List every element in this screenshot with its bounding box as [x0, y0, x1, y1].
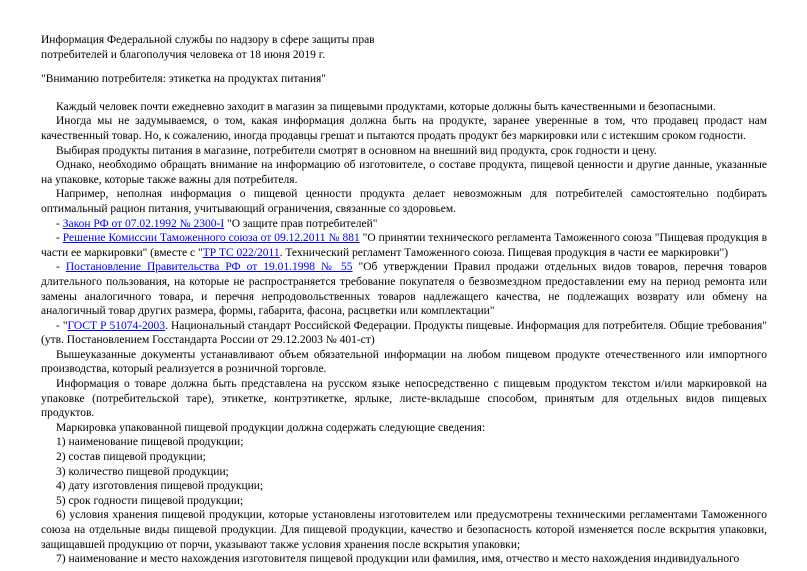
list-item: 4) дату изготовления пищевой продукции;: [56, 480, 264, 493]
header-line-1: Информация Федеральной службы по надзору в сфере защиты прав: [41, 34, 375, 46]
list-item: 1) наименование пищевой продукции;: [56, 436, 244, 449]
reference-link-law-2300[interactable]: Закон РФ от 07.02.1992 № 2300-I: [62, 217, 225, 230]
reference-dash: -: [56, 261, 66, 274]
reference-3: [41, 260, 767, 318]
reference-dash: - ": [56, 319, 68, 332]
paragraph-1: Каждый человек почти ежедневно заходит в магазин за пищевыми продуктами, которые должны быть качественными и безопасными.: [56, 100, 716, 113]
paragraph-5: Например, неполная информация о пищевой ценности продукта делает невозможным для потребителей самостоятельно подбирать оптимальный рацион питания, учитывающий ограничения, связанные со здоровьем.: [41, 188, 767, 215]
document-title: "Вниманию потребителя: этикетка на продуктах питания": [41, 73, 326, 86]
reference-4: [41, 319, 767, 348]
list-item: 3) количество пищевой продукции;: [56, 465, 229, 478]
paragraph-9: 6) условия хранения пищевой продукции, которые установлены изготовителем или предусмотрены техническими регламентами Таможенного союза на отдельные виды пищевой продукции. Для пищевой продукции, качество и безопасность которой изменяется после вскрытия упаковки, защищавшей продукцию от порчи, указывают также условия хранения после вскрытия упаковки;: [41, 509, 767, 551]
reference-link-decision-881[interactable]: Решение Комиссии Таможенного союза от 09.12.2011 № 881: [62, 232, 360, 245]
reference-dash: -: [56, 232, 63, 245]
paragraph-6: Вышеуказанные документы устанавливают объем обязательной информации на любом пищевом продукте отечественного или импортного производства, который реализуется в розничной торговле.: [41, 348, 767, 376]
header-line-2: потребителей и благополучия человека от 18 июня 2019 г.: [41, 48, 326, 61]
reference-link-tr-ts-022[interactable]: ТР ТС 022/2011: [202, 246, 280, 259]
paragraph-8: Маркировка упакованной пищевой продукции должна содержать следующие сведения:: [56, 421, 486, 434]
paragraph-10: 7) наименование и место нахождения изготовителя пищевой продукции или фамилия, имя, отчество и место нахождения индивидуального: [56, 553, 740, 566]
list-item: 5) срок годности пищевой продукции;: [56, 494, 244, 507]
reference-1: [41, 217, 767, 232]
reference-link-gost-51074[interactable]: ГОСТ Р 51074-2003: [67, 319, 166, 332]
paragraph-2: Иногда мы не задумываемся, о том, какая информация должна быть на продукте, заранее уверенные в том, что продавец продаст нам качественный товар. Но, к сожалению, иногда продавцы грешат и пытаются продать продукт без маркировки или с истекшим сроком годности.: [41, 115, 767, 142]
reference-text: "Об утверждении Правил продажи отдельных видов товаров, перечня товаров длительного пользования, на которые не распространяется требование покупателя о безвозмездном предоставлении ему на период ремонта или замены аналогичного товара, и перечня непродовольственных товаров надлежащего качества, не подлежащих возврату или обмену на аналогичный товар других размера, формы, габарита, фасона, расцветки или комплектации": [41, 261, 767, 318]
paragraph-4: Однако, необходимо обращать внимание на информацию об изготовителе, о составе продукта, пищевой ценности и другие данные, указанные на упаковке, которые также важны для потребителя.: [41, 159, 767, 186]
list-item: 2) состав пищевой продукции;: [56, 451, 206, 464]
paragraph-7: Информация о товаре должна быть представлена на русском языке непосредственно с пищевым продуктом текстом и/или маркировкой на упаковке (потребительской таре), этикетке, контрэтикетке, ярлыке, листе-вкладыше способом, принятым для отдельных видов пищевых продуктов.: [41, 378, 767, 420]
reference-text-2: . Технический регламент Таможенного союза. Пищевая продукция в части ее маркировки"): [279, 246, 729, 259]
paragraph-3: Выбирая продукты питания в магазине, потребители смотрят в основном на внешний вид продукта, срок годности и цену.: [56, 144, 657, 157]
reference-text: "О защите прав потребителей": [224, 217, 378, 230]
reference-text: "О принятии технического регламента Таможенного союза "Пищевая продукция в части ее маркировки" (вместе с ": [41, 232, 768, 259]
reference-link-resolution-55[interactable]: Постановление Правительства РФ от 19.01.1998 № 55: [65, 261, 353, 274]
reference-2: [41, 231, 767, 260]
reference-dash: -: [56, 217, 63, 230]
reference-text: . Национальный стандарт Российской Федерации. Продукты пищевые. Информация для потребителя. Общие требования" (утв. Постановлением Госстандарта России от 29.12.2003 № 401-ст): [41, 319, 767, 347]
